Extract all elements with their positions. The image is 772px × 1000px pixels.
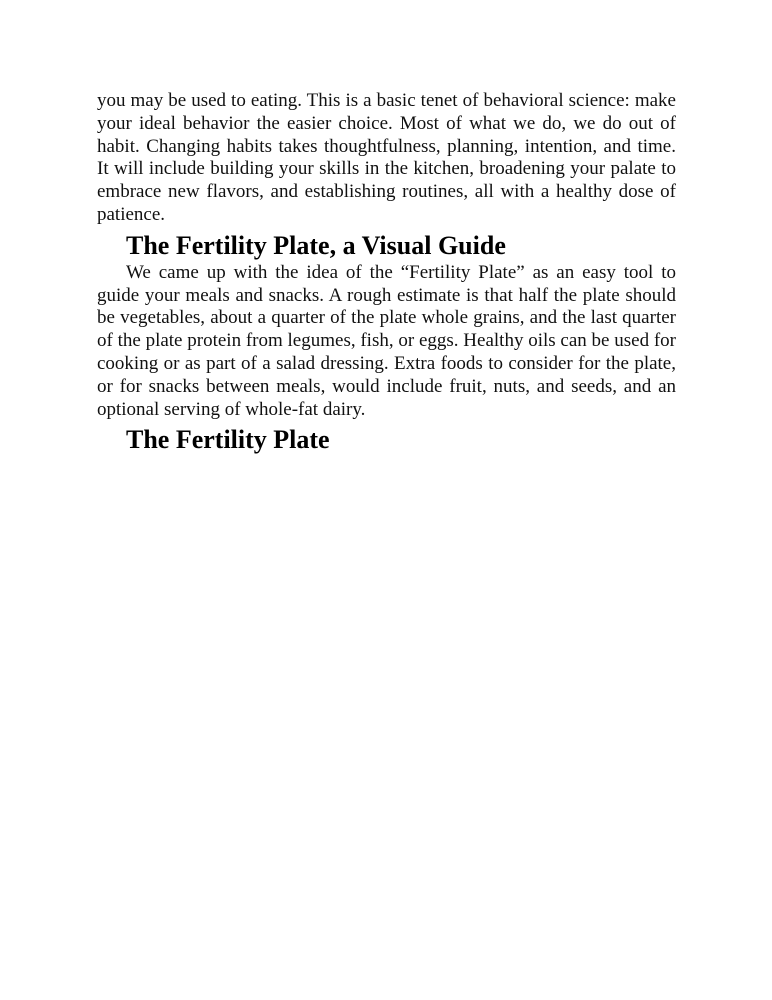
- document-page: [97, 90, 676, 456]
- body-paragraph-continued: you may be used to eating. This is a basic tenet of behavioral science: make your ideal behavior the easier choice. Most of what we do, we do out of habit. Changing habits takes thoughtfulness, planning, intention, and time. It will include building your skills in the kitchen, broadening your palate to embrace new flavors, and establishing routines, all with a healthy dose of patience.: [97, 90, 676, 225]
- section-heading-visual-guide: The Fertility Plate, a Visual Guide: [126, 230, 506, 260]
- section-heading-fertility-plate: The Fertility Plate: [126, 425, 330, 455]
- body-paragraph-fertility-plate: We came up with the idea of the “Fertility Plate” as an easy tool to guide your meals and snacks. A rough estimate is that half the plate should be vegetables, about a quarter of the plate whole grains, and the last quarter of the plate protein from legumes, fish, or eggs. Healthy oils can be used for cooking or as part of a salad dressing. Extra foods to consider for the plate, or for snacks between meals, would include fruit, nuts, and seeds, and an optional serving of whole-fat dairy.: [97, 261, 676, 420]
